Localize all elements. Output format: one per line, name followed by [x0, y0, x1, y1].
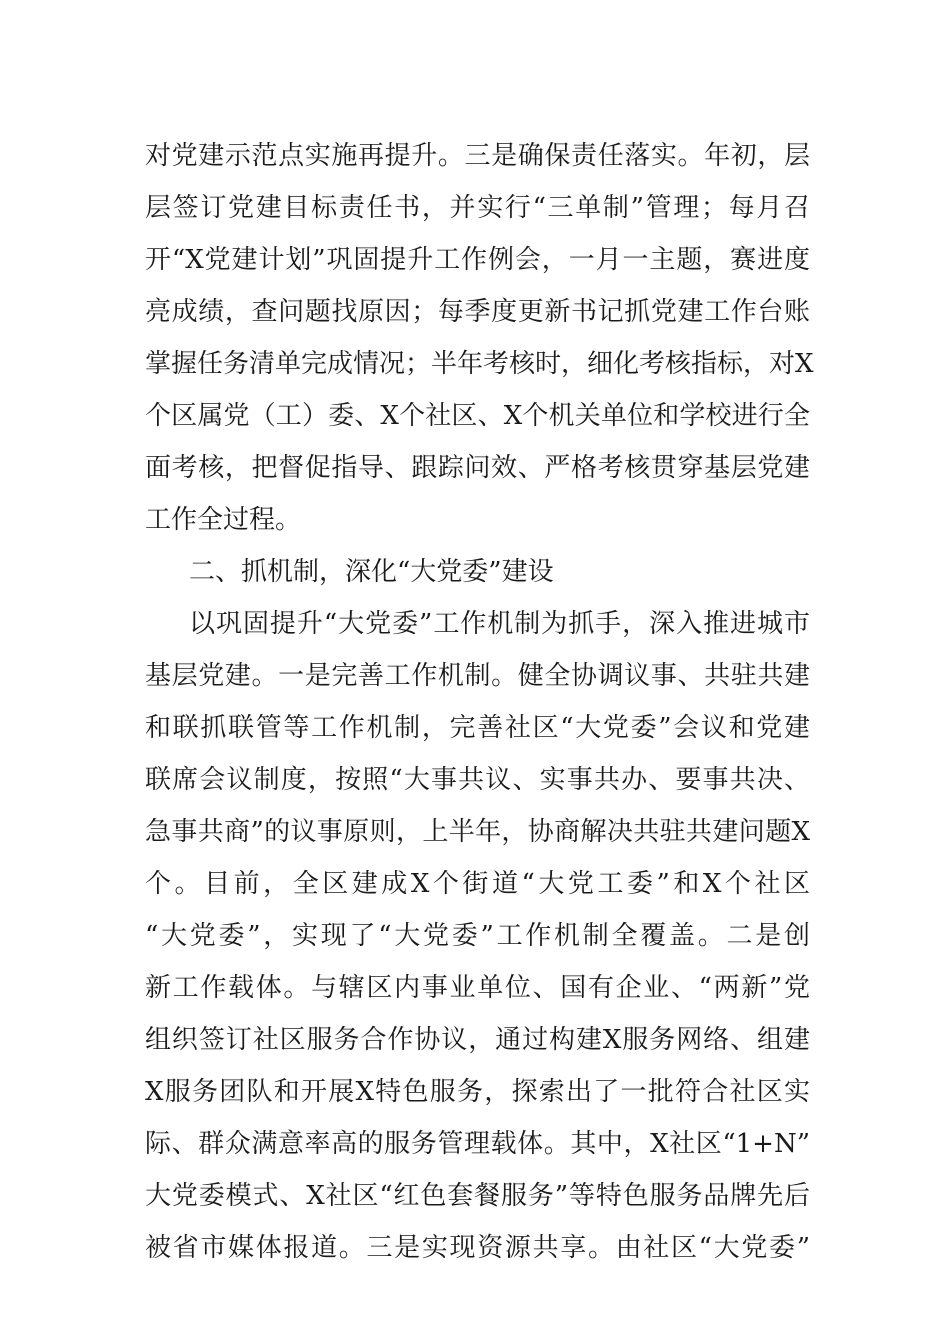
text-line: 被省市媒体报道。三是实现资源共享。由社区“大党委”: [145, 1233, 810, 1263]
text-line: 个区属党（工）委、X个社区、X个机关单位和学校进行全: [145, 401, 810, 431]
text-line: 工作全过程。: [145, 505, 302, 535]
text-line: 面考核，把督促指导、跟踪问效、严格考核贯穿基层党建: [145, 453, 810, 483]
text-line: 层签订党建目标责任书，并实行“三单制”管理；每月召: [145, 193, 810, 223]
text-line: 组织签订社区服务合作协议，通过构建X服务网络、组建: [145, 1025, 810, 1055]
text-line: 新工作载体。与辖区内事业单位、国有企业、“两新”党: [145, 973, 810, 1003]
text-line: X服务团队和开展X特色服务，探索出了一批符合社区实: [145, 1077, 810, 1107]
text-line: 开“X党建计划”巩固提升工作例会，一月一主题，赛进度: [145, 245, 810, 275]
section-heading: 二、抓机制，深化“大党委”建设: [189, 557, 554, 587]
text-line: 以巩固提升“大党委”工作机制为抓手，深入推进城市: [189, 609, 810, 639]
body-text: [145, 130, 814, 1274]
text-line: 基层党建。一是完善工作机制。健全协调议事、共驻共建: [145, 661, 810, 691]
text-line: 联席会议制度，按照“大事共议、实事共办、要事共决、: [145, 765, 810, 795]
text-line: 急事共商”的议事原则，上半年，协商解决共驻共建问题X: [145, 817, 810, 847]
text-line: 和联抓联管等工作机制，完善社区“大党委”会议和党建: [145, 713, 810, 743]
text-line: 掌握任务清单完成情况；半年考核时，细化考核指标，对X: [145, 349, 814, 379]
text-line: 际、群众满意率高的服务管理载体。其中，X社区“1+N”: [145, 1129, 810, 1159]
text-line: 大党委模式、X社区“红色套餐服务”等特色服务品牌先后: [145, 1181, 810, 1211]
text-line: “大党委”，实现了“大党委”工作机制全覆盖。二是创: [145, 921, 810, 951]
text-line: 亮成绩，查问题找原因；每季度更新书记抓党建工作台账: [145, 297, 810, 327]
text-line: 对党建示范点实施再提升。三是确保责任落实。年初，层: [145, 141, 810, 171]
text-line: 个。目前，全区建成X个街道“大党工委”和X个社区: [145, 869, 810, 899]
